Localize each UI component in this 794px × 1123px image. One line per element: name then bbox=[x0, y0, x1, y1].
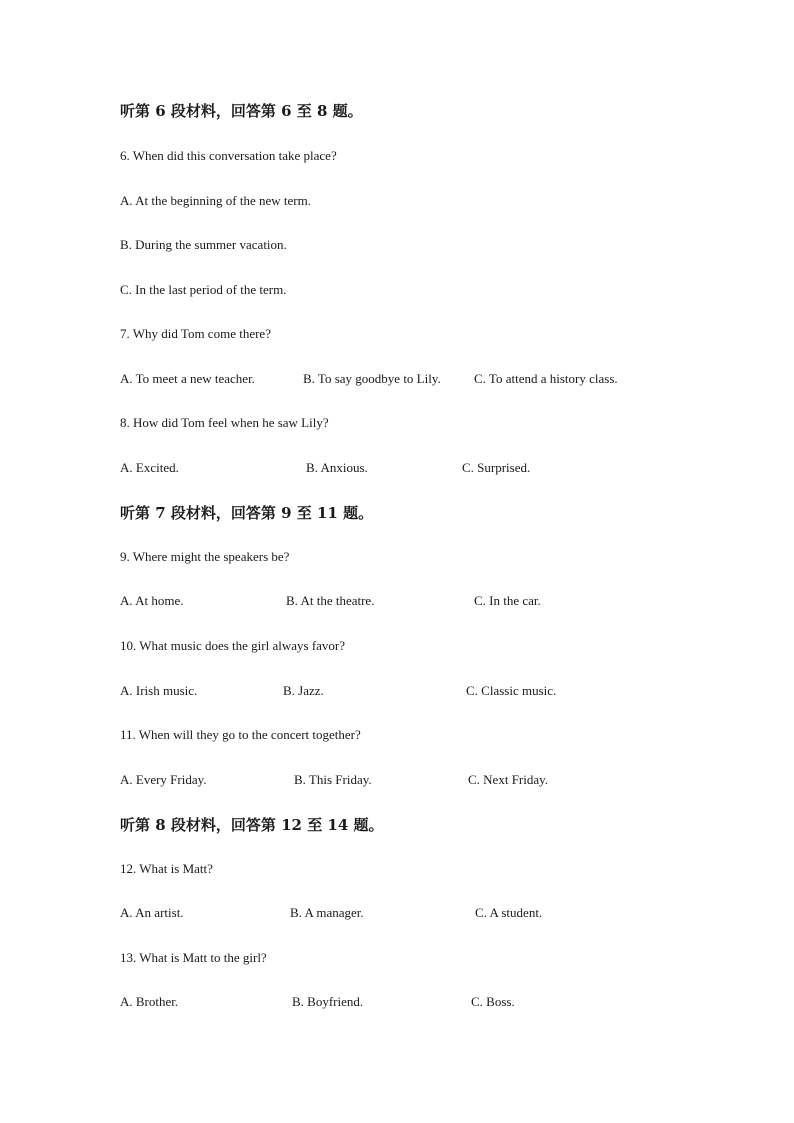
question-10-stem: 10. What music does the girl always favor? bbox=[120, 638, 346, 653]
question-7-stem: 7. Why did Tom come there? bbox=[120, 326, 271, 341]
question-10-option-b: B. Jazz. bbox=[283, 683, 324, 698]
question-12-stem: 12. What is Matt? bbox=[120, 861, 213, 876]
question-13-option-b: B. Boyfriend. bbox=[292, 994, 364, 1009]
question-13-stem: 13. What is Matt to the girl? bbox=[120, 950, 267, 965]
section-heading-7: 听第 7 段材料，回答第 9 至 11 题。 bbox=[120, 504, 374, 522]
question-8-stem: 8. How did Tom feel when he saw Lily? bbox=[120, 415, 329, 430]
question-9-option-b: B. At the theatre. bbox=[286, 593, 375, 608]
question-11-option-c: C. Next Friday. bbox=[468, 772, 549, 787]
question-11-option-a: A. Every Friday. bbox=[120, 772, 207, 787]
section-heading-8: 听第 8 段材料，回答第 12 至 14 题。 bbox=[120, 816, 384, 834]
question-9-stem: 9. Where might the speakers be? bbox=[120, 549, 290, 564]
question-8-option-a: A. Excited. bbox=[120, 460, 179, 475]
question-12-option-c: C. A student. bbox=[475, 905, 543, 920]
question-11-option-b: B. This Friday. bbox=[294, 772, 372, 787]
question-7-option-a: A. To meet a new teacher. bbox=[120, 371, 255, 386]
question-11-stem: 11. When will they go to the concert together? bbox=[120, 727, 361, 742]
question-12-option-b: B. A manager. bbox=[290, 905, 364, 920]
question-13-option-c: C. Boss. bbox=[471, 994, 515, 1009]
question-12-option-a: A. An artist. bbox=[120, 905, 184, 920]
question-6-option-b: B. During the summer vacation. bbox=[120, 237, 287, 252]
question-9-option-c: C. In the car. bbox=[474, 593, 541, 608]
question-13-option-a: A. Brother. bbox=[120, 994, 179, 1009]
question-9-option-a: A. At home. bbox=[120, 593, 184, 608]
question-6-stem: 6. When did this conversation take place? bbox=[120, 148, 337, 163]
question-10-option-c: C. Classic music. bbox=[466, 683, 557, 698]
question-6-option-a: A. At the beginning of the new term. bbox=[120, 193, 311, 208]
section-heading-6: 听第 6 段材料，回答第 6 至 8 题。 bbox=[120, 102, 363, 120]
question-7-option-b: B. To say goodbye to Lily. bbox=[303, 371, 441, 386]
question-7-option-c: C. To attend a history class. bbox=[474, 371, 618, 386]
question-10-option-a: A. Irish music. bbox=[120, 683, 198, 698]
question-6-option-c: C. In the last period of the term. bbox=[120, 282, 287, 297]
question-8-option-b: B. Anxious. bbox=[306, 460, 368, 475]
question-8-option-c: C. Surprised. bbox=[462, 460, 531, 475]
